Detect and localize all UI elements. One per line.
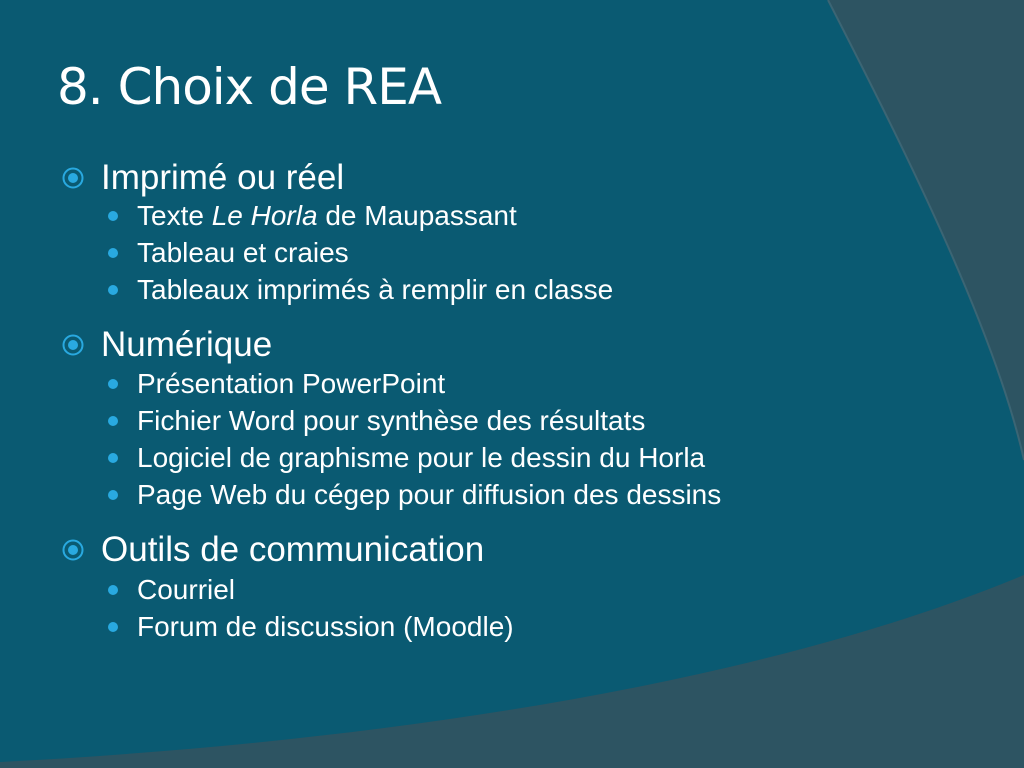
section-printed — [60, 160, 344, 195]
target-circle-icon — [60, 537, 86, 563]
slide-title: 8. Choix de REA — [57, 58, 442, 116]
dot-icon — [108, 585, 118, 595]
list-item: Logiciel de graphisme pour le dessin du Horla — [108, 444, 705, 472]
list-item: Texte Le Horla de Maupassant — [108, 202, 517, 230]
dot-icon — [108, 453, 118, 463]
list-item: Page Web du cégep pour diffusion des dessins — [108, 481, 721, 509]
dot-icon — [108, 248, 118, 258]
section-label: Numérique — [101, 325, 273, 364]
book-title: Le Horla — [211, 200, 318, 231]
list-item: Présentation PowerPoint — [108, 370, 445, 398]
target-circle-icon — [60, 332, 86, 358]
dot-icon — [108, 416, 118, 426]
section-label: Outils de communication — [101, 530, 485, 569]
list-item: Fichier Word pour synthèse des résultats — [108, 407, 645, 435]
list-item: Forum de discussion (Moodle) — [108, 613, 514, 641]
section-communication — [60, 532, 484, 567]
target-circle-icon — [60, 165, 86, 191]
list-item: Courriel — [108, 576, 235, 604]
list-item: Tableaux imprimés à remplir en classe — [108, 276, 613, 304]
dot-icon — [108, 211, 118, 221]
dot-icon — [108, 490, 118, 500]
dot-icon — [108, 622, 118, 632]
section-digital — [60, 327, 272, 362]
section-label: Imprimé ou réel — [101, 158, 345, 197]
dot-icon — [108, 285, 118, 295]
list-item: Tableau et craies — [108, 239, 349, 267]
dot-icon — [108, 379, 118, 389]
